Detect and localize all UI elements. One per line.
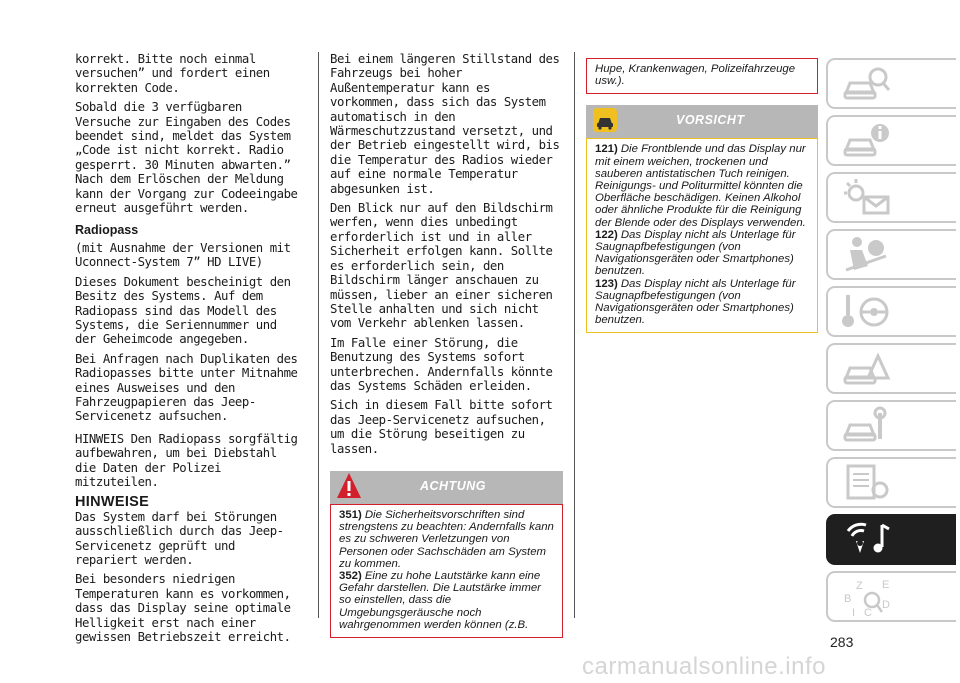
note-number: 123) xyxy=(595,277,618,290)
paragraph: korrekt. Bitte noch einmal versuchen” und fordert einen korrekten Code. xyxy=(75,52,270,95)
note-text: Die Frontblende und das Display nur mit einem weichen, trockenen und sauberen antistatischen Tuch reinigen. Reinigungs- und Politurmittel könnten die Oberfläche beschädigen. Keinen Alkohol oder ähnliche Produkte für die Reinigung der Blende oder des Displays verwenden. xyxy=(595,143,806,229)
tab-car-wrench[interactable] xyxy=(826,400,956,451)
note-number: 351) xyxy=(339,508,362,521)
svg-text:I: I xyxy=(852,607,856,618)
watermark: carmanualsonline.info xyxy=(582,653,826,680)
note-text: Eine zu hohe Lautstärke kann eine Gefahr darstellen. Die Lautstärke immer so einstellen, dass die Umgebungsgeräusche noch wahrgenommen werden können (z.B. xyxy=(339,569,541,631)
text-column-middle xyxy=(330,52,563,638)
car-wrench-icon xyxy=(842,405,892,447)
svg-text:B: B xyxy=(844,593,852,605)
tab-car-crash[interactable] xyxy=(826,343,956,394)
note-number: 121) xyxy=(595,143,618,156)
car-crash-icon xyxy=(842,348,892,390)
column-divider xyxy=(318,52,319,618)
paragraph: Das System darf bei Störungen ausschließlich durch das Jeep-Servicenetz geprüft und repariert werden. xyxy=(75,509,284,567)
svg-text:C: C xyxy=(864,607,872,618)
dashboard-lights-icon xyxy=(842,177,892,219)
svg-text:E: E xyxy=(882,579,890,591)
paragraph: Bei Anfragen nach Duplikaten des Radiopasses bitte unter Mitnahme eines Ausweises und den Fahrzeugpapieren das Jeep-Servicenetz aufsuchen. xyxy=(75,351,298,424)
tab-car-info[interactable] xyxy=(826,115,956,166)
caution-box xyxy=(586,138,818,333)
note-text: Das Display nicht als Unterlage für Saugnapfbefestigungen (von Navigationsgeräten oder Smartphones) benutzen. xyxy=(595,277,796,327)
note-text: Die Sicherheitsvorschriften sind strengstens zu beachten: Andernfalls kann es zu schweren Verletzungen von Personen oder Sachschäden am System zu kommen. xyxy=(339,508,554,570)
column-divider xyxy=(574,52,575,618)
tab-multimedia[interactable] xyxy=(826,514,956,565)
caution-item xyxy=(595,143,809,228)
multimedia-music-icon xyxy=(842,519,892,561)
tab-alphabet-index[interactable] xyxy=(826,571,956,622)
warning-item xyxy=(339,570,554,631)
note-number: 352) xyxy=(339,569,362,582)
note-text: Hupe, Krankenwagen, Polizeifahrzeuge usw.). xyxy=(595,63,796,88)
warning-box xyxy=(330,504,563,638)
paragraph: (mit Ausnahme der Versionen mit Uconnect-System 7” HD LIVE) xyxy=(75,240,291,270)
tab-car-search[interactable] xyxy=(826,58,956,109)
paragraph: Sich in diesem Fall bitte sofort das Jeep-Servicenetz aufsuchen, um die Störung beseitigen zu lassen. xyxy=(330,398,553,456)
paragraph: Bei einem längeren Stillstand des Fahrzeugs bei hoher Außentemperatur kann es vorkommen, dass sich das System automatisch in den Wärmeschutzzustand versetzt, und der Betrieb eingestellt wird, bis die Temperatur des Radios wieder auf eine normale Temperatur abgesunken ist. xyxy=(330,52,560,196)
car-info-icon xyxy=(842,120,892,162)
caution-title: VORSICHT xyxy=(676,113,745,128)
note-number: 122) xyxy=(595,228,618,241)
heading-hinweise: HINWEISE xyxy=(75,494,150,511)
caution-item xyxy=(595,229,809,278)
paragraph: Bei besonders niedrigen Temperaturen kann es vorkommen, dass das Display seine optimale Helligkeit erst nach einer gewissen Betriebszeit erreicht. xyxy=(75,572,291,645)
svg-text:D: D xyxy=(882,599,890,611)
warning-title: ACHTUNG xyxy=(420,478,486,493)
tab-dashboard-lights[interactable] xyxy=(826,172,956,223)
paragraph: Im Falle einer Störung, die Benutzung des Systems sofort unterbrechen. Andernfalls könnte das Systems Schäden erleiden. xyxy=(330,335,553,393)
car-search-icon xyxy=(842,63,892,105)
caution-car-icon xyxy=(592,105,618,135)
page-number: 283 xyxy=(830,634,854,650)
airbag-seat-icon xyxy=(842,234,892,276)
paragraph: Den Blick nur auf den Bildschirm werfen, wenn dies unbedingt erforderlich ist und in aller Sicherheit erfolgen kann. Sollte es erforderlich sein, den Bildschirm länger anschauen zu müssen, lieber an einer sicheren Stelle anhalten und sich nicht vom Verkehr ablenken lassen. xyxy=(330,201,553,331)
text-column-right xyxy=(586,58,818,333)
alphabet-index-icon xyxy=(842,576,892,618)
tab-steering-tools[interactable] xyxy=(826,286,956,337)
warning-icon xyxy=(336,471,362,501)
warning-header xyxy=(330,471,563,504)
paragraph: HINWEIS Den Radiopass sorgfältig aufbewahren, um bei Diebstahl die Daten der Polizei mitzuteilen. xyxy=(75,431,298,489)
warning-item xyxy=(339,509,554,570)
note-text: Das Display nicht als Unterlage für Saugnapfbefestigungen (von Navigationsgeräten oder Smartphones) benutzen. xyxy=(595,228,796,278)
tab-checklist[interactable] xyxy=(826,457,956,508)
checklist-icon xyxy=(842,462,892,504)
caution-header xyxy=(586,105,818,138)
paragraph: Sobald die 3 verfügbaren Versuche zur Eingaben des Codes beendet sind, meldet das System „Code ist nicht korrekt. Radio gesperrt. 30 Minuten abwarten.” Nach dem Erlöschen der Meldung kann der Vorgang zur Codeeingabe erneut ausgeführt werden. xyxy=(75,100,298,216)
warning-box-continued xyxy=(586,58,818,94)
text-column-left xyxy=(75,52,303,649)
tab-airbag-seat[interactable] xyxy=(826,229,956,280)
caution-item xyxy=(595,278,809,327)
heading-radiopass: Radiopass xyxy=(75,223,139,238)
svg-text:Z: Z xyxy=(856,580,863,592)
paragraph: Dieses Dokument bescheinigt den Besitz des Systems. Auf dem Radiopass sind das Modell des Systems, die Seriennummer und der Geheimcode angegeben. xyxy=(75,274,291,347)
steering-tools-icon xyxy=(842,291,892,333)
